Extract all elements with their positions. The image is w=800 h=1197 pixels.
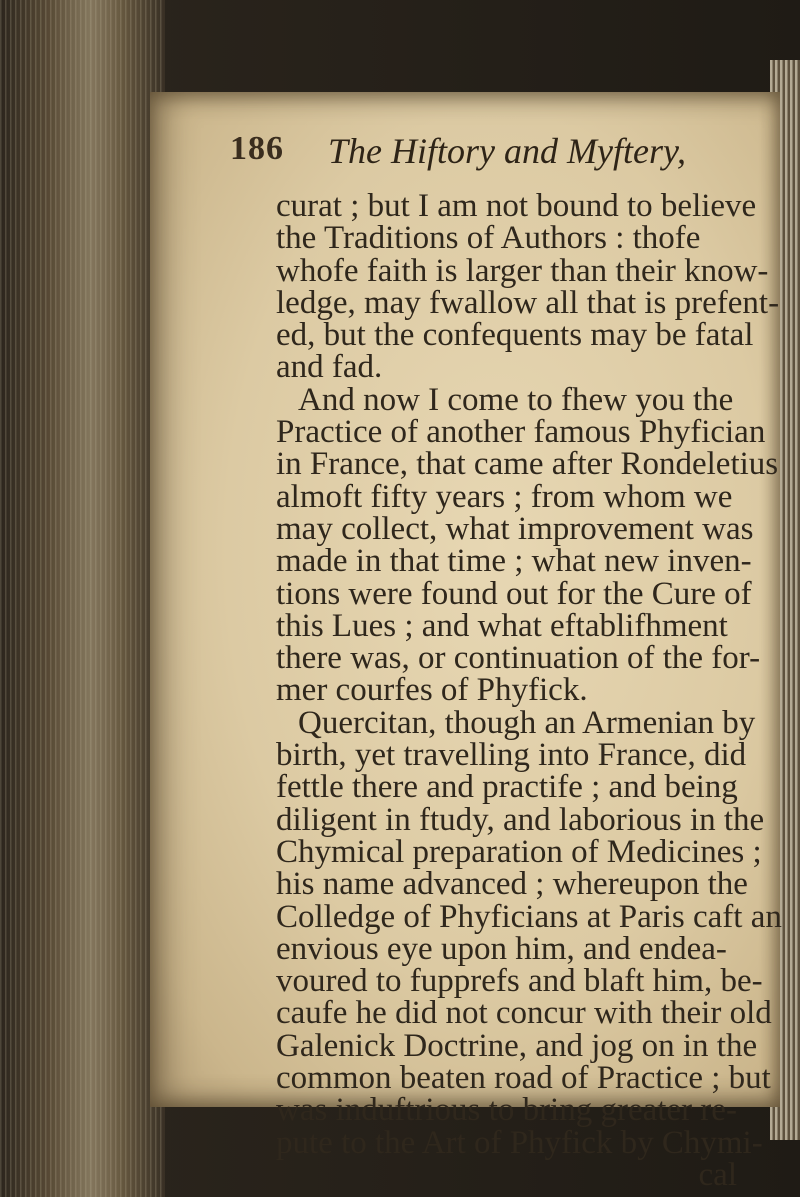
body-text [276,188,782,1193]
text-line: curat ; but I am not bound to believe [276,188,757,224]
page-number: 186 [230,130,284,167]
text-line: pute to the Art of Phyfick by Chymi- [276,1124,763,1161]
text-line: almoft fifty years ; from whom we [276,478,733,515]
text-line: whofe faith is larger than their know- [276,252,769,289]
text-line: Practice of another famous Phyfician [276,414,766,451]
text-line: Quercitan, though an Armenian by [298,704,756,741]
text-line: fettle there and practife ; and being [276,769,738,806]
text-line: was induftrious to bring greater re- [276,1092,737,1129]
text-line: diligent in ftudy, and laborious in the [276,801,765,838]
text-line: ledge, may fwallow all that is prefent- [276,284,780,321]
text-line: mer courfes of Phyfick. [276,672,588,709]
text-line: in France, that came after Rondeletius [276,446,779,483]
text-line: may collect, what improvement was [276,510,754,547]
text-line: tions were found out for the Cure of [276,575,752,612]
catchword: cal [698,1156,737,1193]
text-line: common beaten road of Practice ; but [276,1060,771,1097]
text-line: And now I come to fhew you the [298,381,734,418]
stacked-page-edges [0,0,165,1197]
text-line: made in that time ; what new inven- [276,543,752,580]
text-line: this Lues ; and what eftablifhment [276,607,728,644]
text-line: caufe he did not concur with their old [276,995,772,1032]
book-page [150,92,782,1193]
text-line: ed, but the confequents may be fatal [276,317,754,354]
text-line: the Traditions of Authors : thofe [276,220,701,257]
text-line: birth, yet travelling into France, did [276,737,747,774]
running-title: The Hiftory and Myftery, [328,131,686,171]
text-line: voured to fupprefs and blaft him, be- [276,963,763,1000]
text-line: envious eye upon him, and endea- [276,930,727,967]
page-header [150,130,780,180]
text-line: Chymical preparation of Medicines ; [276,833,762,870]
text-line: his name advanced ; whereupon the [276,866,748,903]
text-line: there was, or continuation of the for- [276,640,761,677]
text-line: Galenick Doctrine, and jog on in the [276,1027,758,1064]
text-line: and fad. [276,349,383,386]
text-line: Colledge of Phyficians at Paris caft an [276,898,782,935]
